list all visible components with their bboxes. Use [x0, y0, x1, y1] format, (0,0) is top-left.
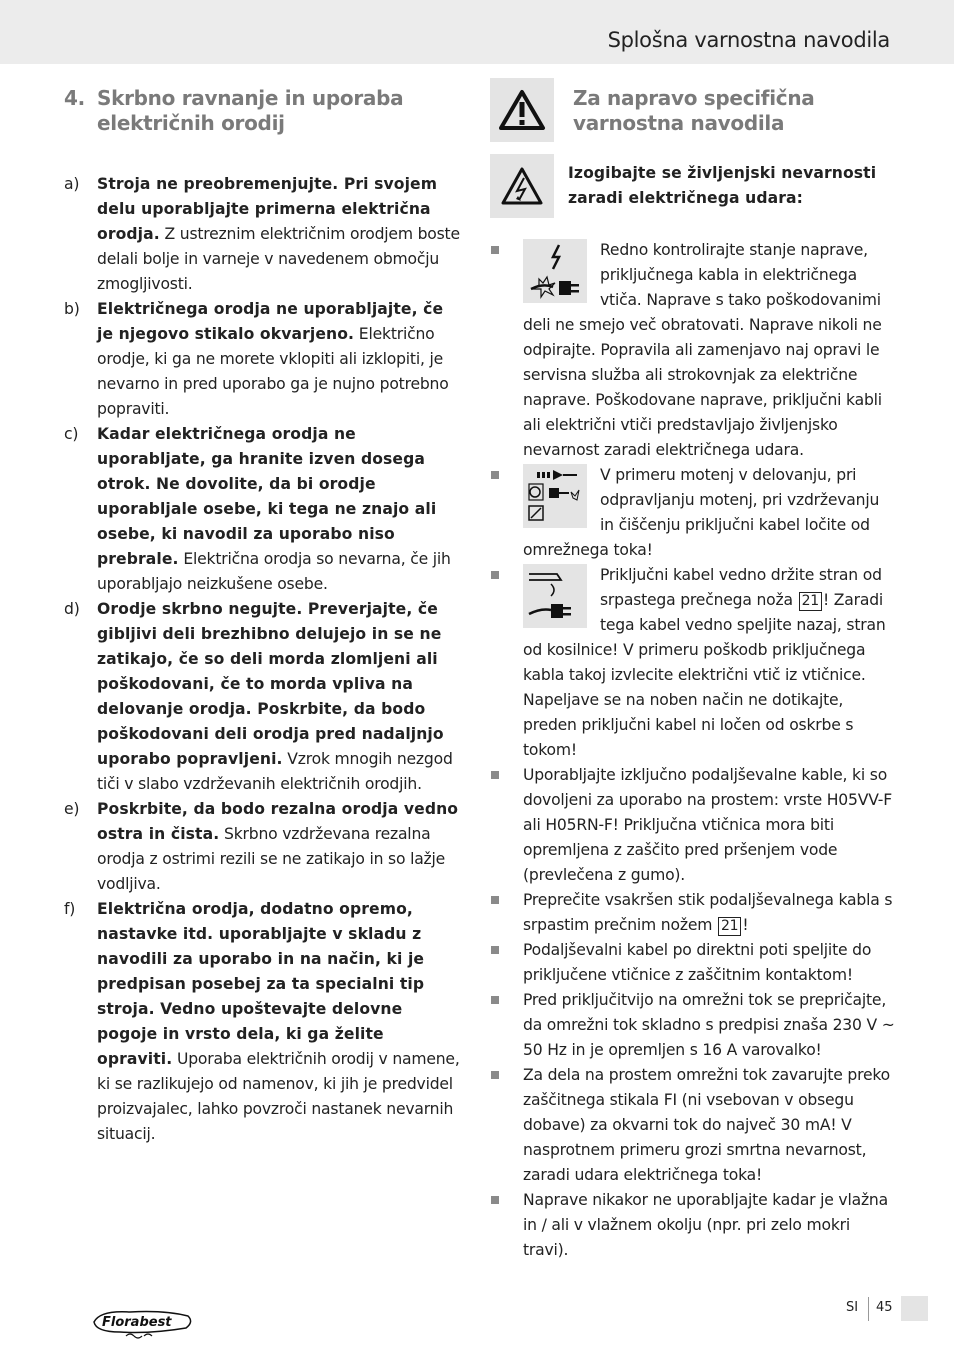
- item-label: e): [64, 800, 80, 818]
- bullet-text: Podaljševalni kabel po direktni poti speljite do priključene vtičnice z zaščitnim kontaktom!: [523, 941, 872, 984]
- bullet-item: [490, 938, 895, 988]
- brand-logo: [90, 1306, 194, 1344]
- language-code: SI: [846, 1300, 859, 1315]
- item-bold-text: Poskrbite, da bodo rezalna orodja vedno ostra in čista.: [97, 800, 459, 843]
- left-column: [64, 86, 464, 1147]
- electric-warning-row: [490, 154, 895, 218]
- item-body: [97, 297, 464, 422]
- bullet-text: Pred priključitvijo na omrežni tok se prepričajte, da omrežni tok skladno s predpisi znaša 230 V ~ 50 Hz in je opremljen s 16 A varovalko!: [523, 991, 895, 1059]
- bullet-text: V primeru motenj v delovanju, pri odpravljanju motenj, pri vzdrževanju in čiščenju priključni kabel ločite od omrežnega toka!: [523, 466, 880, 559]
- instruction-item: [64, 597, 464, 797]
- page-tab-marker: [901, 1296, 928, 1321]
- bullet-text: Priključni kabel vedno držite stran od srpastega prečnega noža: [600, 566, 882, 609]
- right-column: [490, 78, 895, 1263]
- bullet-text: Uporabljajte izključno podaljševalne kable, ki so dovoljeni za uporabo na prostem: vrste H05VV-F ali H05RN-F! Priključna vtičnica mora biti opremljena z zaščito pred pršenjem vode (prevlečena z gumo).: [523, 766, 892, 884]
- bullet-text: !: [742, 916, 749, 934]
- item-body: [97, 422, 464, 597]
- instruction-list: [64, 172, 464, 1147]
- item-body: [97, 897, 464, 1147]
- item-label: a): [64, 175, 80, 193]
- item-label: c): [64, 425, 79, 443]
- bullet-text: Preprečite vsakršen stik podaljševalnega kabla s srpastim prečnim nožem: [523, 891, 893, 934]
- part-reference: 21: [718, 917, 741, 936]
- part-reference: 21: [799, 592, 822, 611]
- bullet-item: [490, 238, 895, 463]
- safety-bullet-list: [490, 238, 895, 1263]
- bullet-body: [523, 888, 895, 938]
- high-voltage-icon: [490, 154, 554, 218]
- bullet-item: [490, 988, 895, 1063]
- warning-triangle-icon: [490, 78, 554, 142]
- item-bold-text: Orodje skrbno negujte. Preverjajte, če gibljivi deli brezhibno delujejo in se ne zatikajo, če so deli morda zlomljeni ali poškodovani, če to morda vpliva na delovanje orodja. Poskrbite, da bodo poškodovani deli orodja pred nadaljnjo uporabo popravljeni.: [97, 600, 444, 768]
- section-title: Za napravo specifična varnostna navodila: [573, 86, 815, 135]
- bullet-marker: [490, 763, 523, 888]
- section-heading: [64, 86, 464, 136]
- section-title: Skrbno ravnanje in uporaba električnih orodij: [97, 86, 404, 135]
- bullet-marker: [490, 988, 523, 1063]
- instruction-item: [64, 172, 464, 297]
- item-body: [97, 172, 464, 297]
- bullet-marker: [490, 563, 523, 763]
- bullet-text: ! Zaradi tega kabel vedno speljite nazaj, stran od kosilnice! V primeru poškodb priključnega kabla takoj izvlecite električni vtič iz vtičnice. Napeljave se na noben način ne dotikajte, preden priključni kabel ni ločen od oskrbe s tokom!: [523, 591, 886, 759]
- brand-logo-text: Florabest: [102, 1315, 172, 1330]
- bullet-item: [490, 563, 895, 763]
- item-text: Električna orodja so nevarna, če jih uporabljajo neizkušene osebe.: [97, 550, 451, 593]
- bullet-item: [490, 1063, 895, 1188]
- bullet-marker: [490, 1188, 523, 1263]
- bullet-marker: [490, 463, 523, 563]
- header-bar: [0, 0, 954, 64]
- bullet-marker: [490, 938, 523, 988]
- section-heading-row: [490, 78, 895, 142]
- bullet-text: Za dela na prostem omrežni tok zavarujte preko zaščitnega stikala FI (ni vsebovan v obsegu dobave) za okvarni tok do največ 30 mA! V nasprotnem primeru grozi smrtna nevarnost, zaradi udara električnega toka!: [523, 1066, 890, 1184]
- item-text: Skrbno vzdrževana rezalna orodja z ostrimi rezili se ne zatikajo in so lažje vodljiva.: [97, 825, 446, 893]
- instruction-item: [64, 797, 464, 897]
- item-bold-text: Stroja ne preobremenjujte. Pri svojem delu uporabljajte primerna električna orodja.: [97, 175, 438, 243]
- bullet-body: [523, 238, 895, 463]
- item-body: [97, 797, 464, 897]
- item-text: Električno orodje, ki ga ne morete vklopiti ali izklopiti, je nevarno in pred uporabo ga je nujno potrebno popraviti.: [97, 325, 449, 418]
- item-text: Uporaba električnih orodij v namene, ki se razlikujejo od namenov, ki jih je predvidel proizvajalec, lahko povzroči nastanek nevarnih situacij.: [97, 1050, 460, 1143]
- bullet-body: [523, 463, 895, 563]
- item-text: Vzrok mnogih nezgod tiči v slabo vzdrževanih električnih orodjih.: [97, 750, 453, 793]
- bullet-marker: [490, 888, 523, 938]
- item-bold-text: Kadar električnega orodja ne uporabljate, ga hranite izven dosega otrok. Ne dovolite, da bi orodje uporabljale osebe, ki tega ne znajo ali osebe, ki navodil za uporabo niso prebrale.: [97, 425, 437, 568]
- item-body: [97, 597, 464, 797]
- bullet-item: [490, 763, 895, 888]
- bullet-item: [490, 1188, 895, 1263]
- instruction-item: [64, 897, 464, 1147]
- item-bold-text: Električnega orodja ne uporabljajte, če je njegovo stikalo okvarjeno.: [97, 300, 444, 343]
- page-number: 45: [876, 1300, 893, 1315]
- bullet-body: [523, 563, 895, 763]
- bullet-marker: [490, 238, 523, 463]
- unplug-before-maintenance-icon: [523, 464, 587, 528]
- page-title: Splošna varnostna navodila: [607, 28, 890, 52]
- item-text: Z ustreznim električnim orodjem boste delali bolje in varneje v navedenem območju zmogljivosti.: [97, 225, 460, 293]
- section-number: 4.: [64, 86, 85, 110]
- item-label: f): [64, 900, 76, 918]
- keep-cable-away-icon: [523, 564, 587, 628]
- bullet-item: [490, 888, 895, 938]
- bullet-text: Redno kontrolirajte stanje naprave, priključnega kabla in električnega vtiča. Naprave s tako poškodovanimi deli ne smejo več obratovati. Naprave nikoli ne odpirajte. Popravila ali zamenjavo naj opravi le servisna služba ali strokovnjak za električne naprave. Poškodovane naprave, priključni kabli ali električni vtiči predstavljajo življenjsko nevarnost zaradi električnega udara.: [523, 241, 882, 459]
- bullet-item: [490, 463, 895, 563]
- bullet-marker: [490, 1063, 523, 1188]
- instruction-item: [64, 297, 464, 422]
- item-bold-text: Električna orodja, dodatno opremo, nastavke itd. uporabljajte v skladu z navodili za uporabo in na način, ki je predpisan posebej za ta specialni tip stroja. Vedno upoštevajte delovne pogoje in vrsto dela, ki ga želite opraviti.: [97, 900, 425, 1068]
- item-label: d): [64, 600, 80, 618]
- footer-divider: [868, 1297, 869, 1321]
- item-label: b): [64, 300, 80, 318]
- bullet-text: Naprave nikakor ne uporabljajte kadar je vlažna in / ali v vlažnem okolju (npr. pri zelo mokri travi).: [523, 1191, 888, 1259]
- electric-warning-text: Izogibajte se življenjski nevarnosti zaradi električnega udara:: [568, 164, 877, 207]
- damaged-cable-icon: [523, 239, 587, 303]
- instruction-item: [64, 422, 464, 597]
